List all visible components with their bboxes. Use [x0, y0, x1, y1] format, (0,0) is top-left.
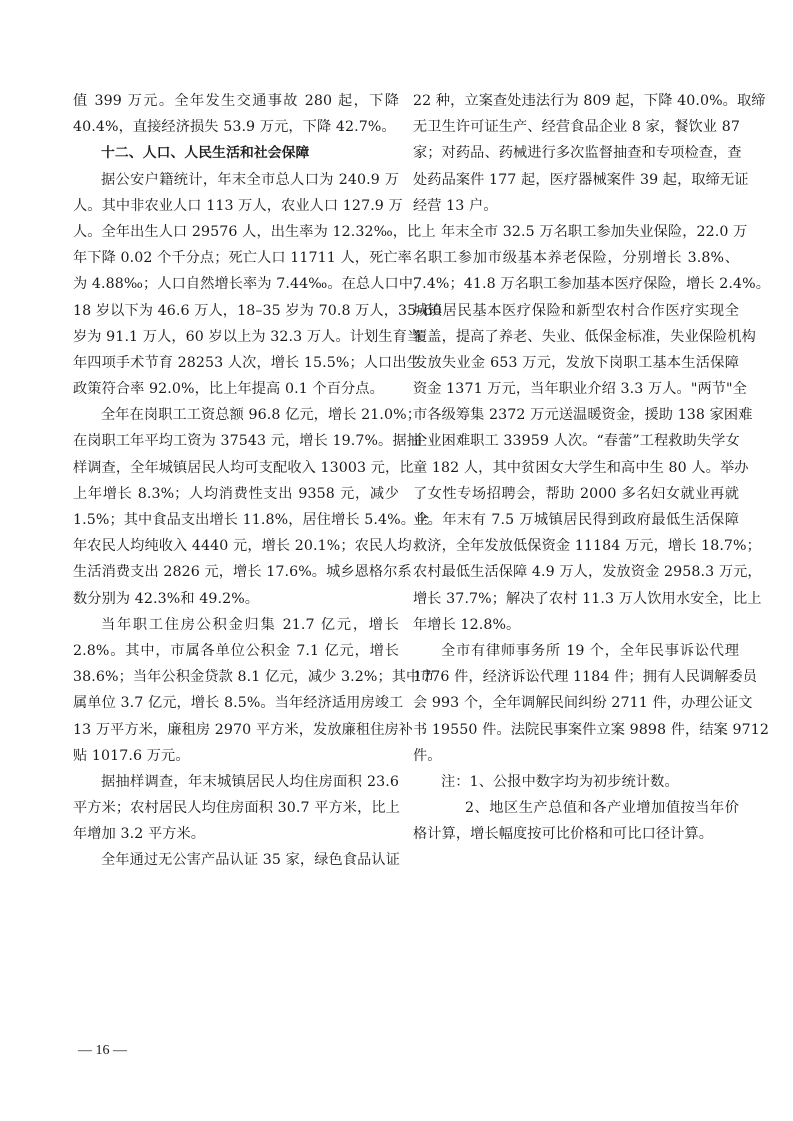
- text-line: 了女性专场招聘会，帮助 2000 多名妇女就业再就: [413, 485, 739, 502]
- text-line: 书 19550 件。法院民事案件立案 9898 件，结案 9712: [413, 721, 770, 738]
- paragraph-end-line: 数分别为 42.3%和 49.2%。: [73, 590, 260, 607]
- paragraph-start-line: 当年职工住房公积金归集 21.7 亿元，增长: [101, 616, 399, 633]
- text-line: 属单位 3.7 亿元，增长 8.5%。当年经济适用房竣工: [73, 695, 404, 712]
- note-line: 2、地区生产总值和各产业增加值按当年价: [465, 800, 739, 817]
- right-column: [413, 88, 770, 847]
- text-line: 生活消费支出 2826 元，增长 17.6%。城乡恩格尔系: [73, 564, 412, 581]
- paragraph-end-line: 经营 13 户。: [413, 197, 498, 214]
- text-line: 人。全年出生人口 29576 人，出生率为 12.32‰，比上: [73, 223, 436, 240]
- text-line: 农村最低生活保障 4.9 万人，发放资金 2958.3 万元，: [413, 564, 762, 581]
- text-line: 年农民人均纯收入 4440 元，增长 20.1%；农民人均: [73, 538, 412, 555]
- left-column: [73, 88, 442, 874]
- note-line: 注：1、公报中数字均为初步统计数。: [441, 773, 679, 790]
- paragraph-end-line: 件。: [413, 747, 442, 764]
- paragraph-end-line: 格计算，增长幅度按可比价格和可比口径计算。: [413, 826, 714, 843]
- text-line: 年下降 0.02 个千分点；死亡人口 11711 人，死亡率: [73, 250, 412, 267]
- text-line: 年四项手术节育 28253 人次，增长 15.5%；人口出生: [73, 354, 421, 371]
- text-line: 值 399 万元。全年发生交通事故 280 起，下降: [73, 93, 399, 109]
- text-line: 岁为 91.1 万人，60 岁以上为 32.3 万人。计划生育当: [73, 328, 422, 345]
- text-line: 发放失业金 653 万元，发放下岗职工基本生活保障: [413, 354, 739, 371]
- paragraph-start-line: 据抽样调查，年末城镇居民人均住房面积 23.6: [101, 773, 399, 790]
- text-line: 市各级筹集 2372 万元送温暖资金，援助 138 家困难: [413, 407, 753, 424]
- paragraph-start-line: 全年在岗职工工资总额 96.8 亿元，增长 21.0%；: [101, 407, 421, 424]
- paragraph-start-line: 年末全市 32.5 万名职工参加失业保险，22.0 万: [441, 223, 748, 240]
- text-line: 资金 1371 万元，当年职业介绍 3.3 万人。"两节"全: [413, 381, 747, 398]
- text-line: 名职工参加市级基本养老保险，分别增长 3.8%、: [413, 250, 739, 267]
- text-line: 业。年末有 7.5 万城镇居民得到政府最低生活保障: [413, 512, 739, 528]
- text-line: 家；对药品、药械进行多次监督抽查和专项检查，查: [413, 145, 742, 162]
- paragraph-start-line: 据公安户籍统计，年末全市总人口为 240.9 万: [101, 171, 399, 188]
- text-line: 企业困难职工 33959 人次。“春蕾”工程救助失学女: [413, 433, 740, 450]
- text-line: 18 岁以下为 46.6 万人，18–35 岁为 70.8 万人，35–60: [73, 302, 442, 319]
- text-line: 增长 37.7%；解决了农村 11.3 万人饮用水安全，比上: [413, 590, 762, 607]
- text-line: 上年增长 8.3%；人均消费性支出 9358 元，减少: [73, 485, 399, 502]
- section-heading: 十二、人口、人民生活和社会保障: [101, 145, 310, 162]
- text-line: 人。其中非农业人口 113 万人，农业人口 127.9 万: [73, 197, 403, 214]
- text-line: 7.4%；41.8 万名职工参加基本医疗保险，增长 2.4%。: [413, 276, 770, 293]
- paragraph-end-line: 年增加 3.2 平方米。: [73, 826, 206, 843]
- paragraph-end-line: 年增长 12.8%。: [413, 616, 521, 633]
- paragraph-start-line: 全市有律师事务所 19 个，全年民事诉讼代理: [441, 642, 739, 659]
- text-line: 13 万平方米，廉租房 2970 平方米，发放廉租住房补: [73, 721, 414, 738]
- text-line: 覆盖，提高了养老、失业、低保金标准，失业保险机构: [413, 328, 756, 345]
- paragraph-end-line: 贴 1017.6 万元。: [73, 747, 190, 764]
- text-line: 在岗职工年平均工资为 37543 元，增长 19.7%。据抽: [73, 433, 421, 450]
- text-line: 会 993 个，全年调解民间纠纷 2711 件，办理公证文: [413, 695, 753, 712]
- text-line: 样调查，全年城镇居民人均可支配收入 13003 元，比: [73, 459, 414, 476]
- paragraph-end-line: 政策符合率 92.0%，比上年提高 0.1 个百分点。: [73, 381, 384, 398]
- text-line: 2.8%。其中，市属各单位公积金 7.1 亿元，增长: [73, 642, 399, 659]
- paragraph-start-line: 全年通过无公害产品认证 35 家，绿色食品认证: [101, 852, 400, 869]
- text-line: 城镇居民基本医疗保险和新型农村合作医疗实现全: [413, 302, 739, 319]
- page-number: — 16 —: [78, 1043, 127, 1058]
- text-line: 为 4.88‰；人口自然增长率为 7.44‰。在总人口中，: [73, 276, 428, 293]
- text-line: 1.5%；其中食品支出增长 11.8%，居住增长 5.4%。全: [73, 512, 430, 528]
- text-line: 38.6%；当年公积金贷款 8.1 亿元，减少 3.2%；其中市: [73, 669, 435, 686]
- text-line: 22 种，立案查处违法行为 809 起，下降 40.0%。取缔: [413, 93, 766, 109]
- paragraph-end-line: 40.4%，直接经济损失 53.9 万元，下降 42.7%。: [73, 119, 396, 136]
- text-line: 处药品案件 177 起，医疗器械案件 39 起，取缔无证: [413, 171, 749, 188]
- text-line: 救济，全年发放低保资金 11184 万元，增长 18.7%；: [413, 538, 761, 555]
- text-line: 无卫生许可证生产、经营食品企业 8 家，餐饮业 87: [413, 119, 740, 136]
- text-line: 1776 件，经济诉讼代理 1184 件；拥有人民调解委员: [413, 669, 758, 686]
- text-line: 童 182 人，其中贫困女大学生和高中生 80 人。举办: [413, 459, 749, 476]
- text-line: 平方米；农村居民人均住房面积 30.7 平方米，比上: [73, 800, 400, 817]
